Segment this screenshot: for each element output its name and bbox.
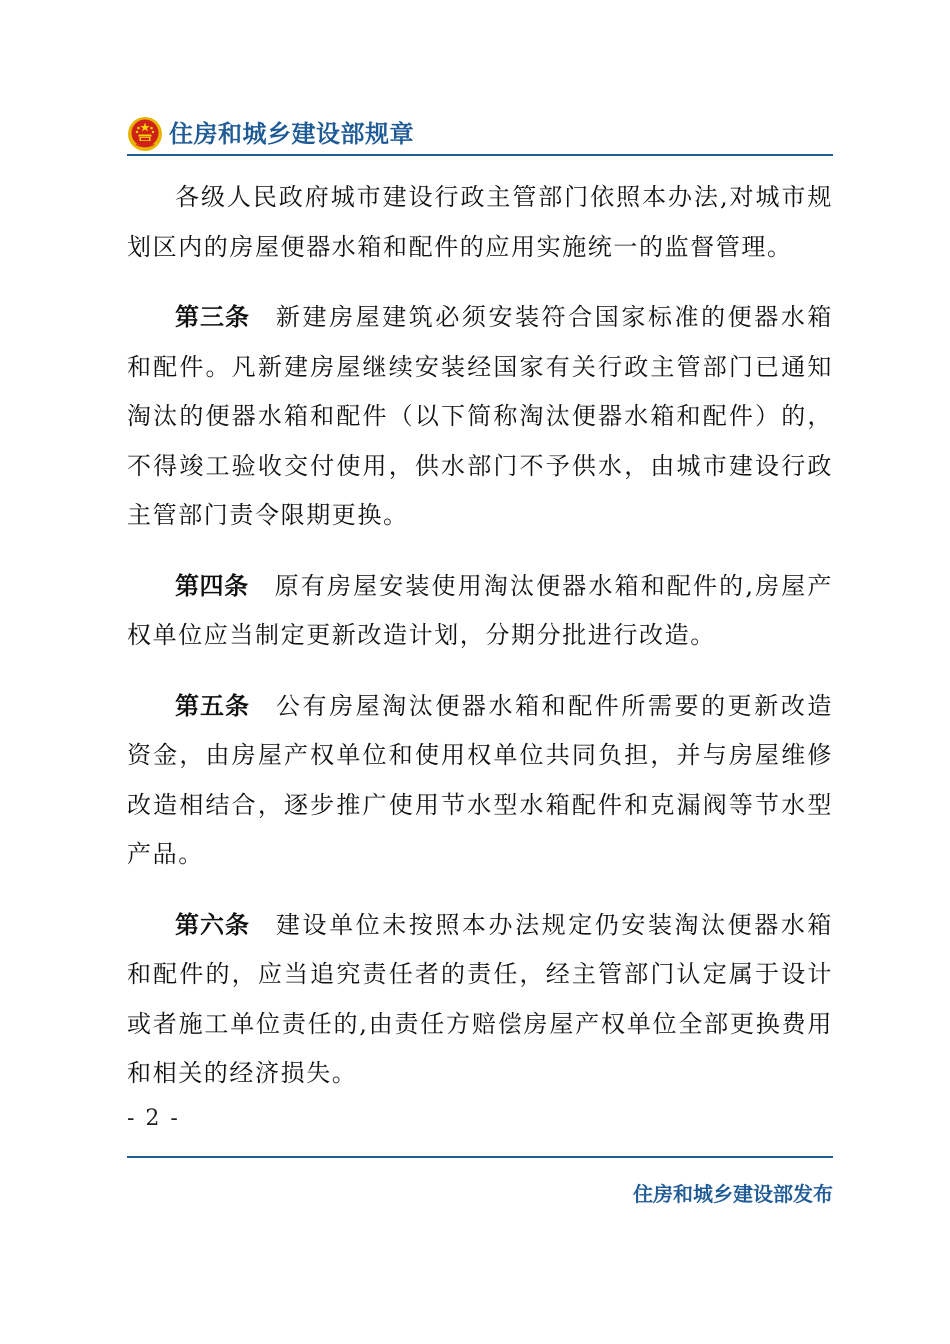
article-text: 公有房屋淘汰便器水箱和配件所需要的更新改造资金，由房屋产权单位和使用权单位共同负担，并与房屋维修改造相结合，逐步推广使用节水型水箱配件和克漏阀等节水型产品。	[127, 691, 833, 868]
footer-publisher: 住房和城乡建设部发布	[633, 1182, 833, 1206]
article-label: 第四条	[175, 571, 249, 600]
article-paragraph	[127, 562, 833, 661]
article-paragraph	[127, 293, 833, 541]
article-paragraph	[127, 682, 833, 880]
national-emblem-icon	[127, 116, 163, 152]
article-label: 第五条	[175, 691, 250, 720]
header-title: 住房和城乡建设部规章	[169, 120, 414, 148]
document-body	[127, 173, 833, 1099]
page-header	[127, 114, 833, 158]
article-text: 新建房屋建筑必须安装符合国家标准的便器水箱和配件。凡新建房屋继续安装经国家有关行政主管部门已通知淘汰的便器水箱和配件（以下简称淘汰便器水箱和配件）的，不得竣工验收交付使用，供水部门不予供水，由城市建设行政主管部门责令限期更换。	[127, 303, 833, 529]
article-label: 第三条	[175, 303, 250, 331]
page-number: - 2 -	[127, 1106, 180, 1131]
header-divider	[127, 154, 833, 156]
paragraph-text: 各级人民政府城市建设行政主管部门依照本办法,对城市规划区内的房屋便器水箱和配件的应用实施统一的监督管理。	[127, 183, 833, 261]
article-text: 原有房屋安装使用淘汰便器水箱和配件的,房屋产权单位应当制定更新改造计划，分期分批进行改造。	[127, 571, 834, 649]
article-label: 第六条	[175, 910, 250, 939]
footer-divider	[127, 1156, 833, 1158]
article-text: 建设单位未按照本办法规定仍安装淘汰便器水箱和配件的，应当追究责任者的责任，经主管部门认定属于设计或者施工单位责任的,由责任方赔偿房屋产权单位全部更换费用和相关的经济损失。	[127, 910, 833, 1087]
article-paragraph	[127, 901, 833, 1099]
paragraph	[127, 173, 833, 272]
